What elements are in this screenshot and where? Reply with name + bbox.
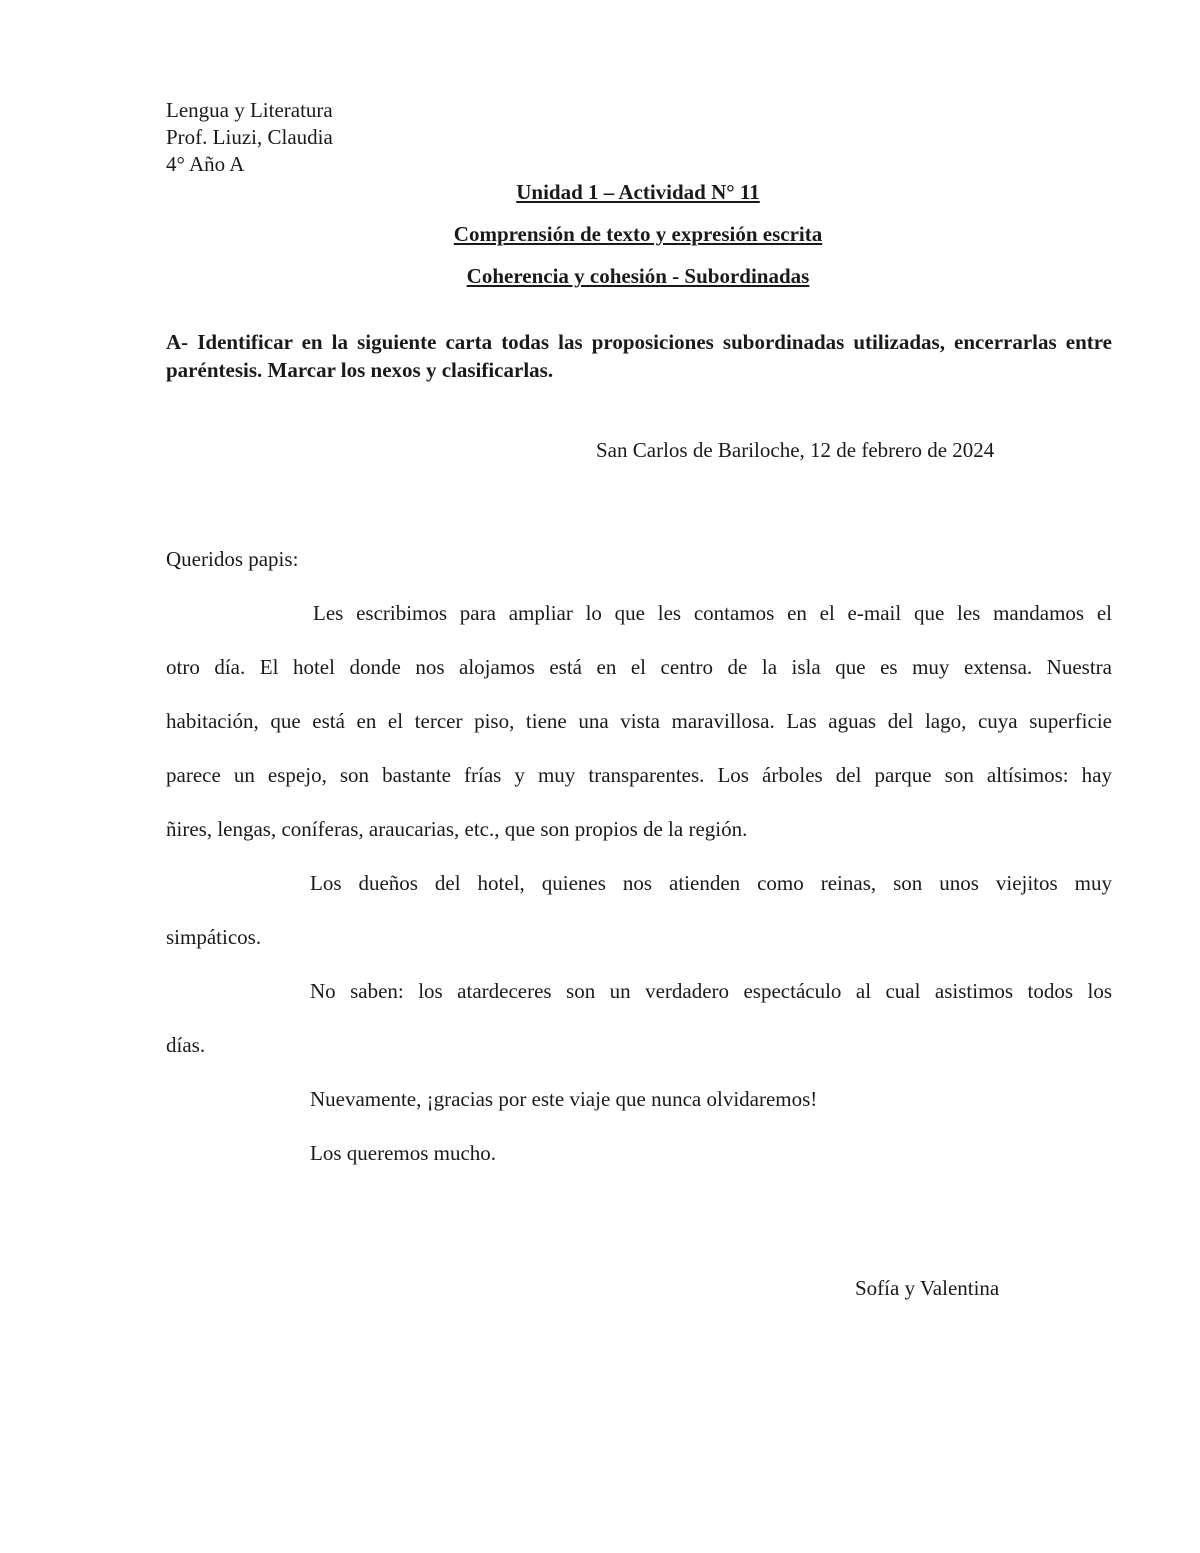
letter-line: simpáticos. (166, 925, 262, 949)
letter-line: Los queremos mucho. (310, 1141, 497, 1165)
subject-line: Lengua y Literatura (166, 98, 333, 122)
letter-line: ñires, lengas, coníferas, araucarias, etc., que son propios de la región. (166, 817, 748, 841)
topic-title: Comprensión de texto y expresión escrita (453, 222, 823, 246)
letter-line: otro día. El hotel donde nos alojamos está en el centro de la isla que es muy extensa. Nuestra (166, 655, 1112, 679)
subtopic-title: Coherencia y cohesión - Subordinadas (466, 264, 810, 288)
letter-line: parece un espejo, son bastante frías y muy transparentes. Los árboles del parque son altísimos: hay (166, 763, 1112, 787)
unit-title: Unidad 1 – Actividad N° 11 (516, 180, 760, 204)
letter-line: habitación, que está en el tercer piso, tiene una vista maravillosa. Las aguas del lago, cuya superficie (166, 709, 1112, 733)
instruction-text: A- Identificar en la siguiente carta todas las proposiciones subordinadas utilizadas, encerrarlas entre paréntesis. Marcar los nexos y clasificarlas. (166, 330, 1112, 382)
greeting: Queridos papis: (166, 547, 299, 571)
letter-line: Los dueños del hotel, quienes nos atienden como reinas, son unos viejitos muy (310, 871, 1112, 895)
letter-line: Les escribimos para ampliar lo que les contamos en el e-mail que les mandamos el (313, 601, 1112, 625)
course-line: 4° Año A (166, 152, 245, 176)
teacher-line: Prof. Liuzi, Claudia (166, 125, 333, 149)
letter-line: No saben: los atardeceres son un verdadero espectáculo al cual asistimos todos los (310, 979, 1112, 1003)
letter-line: Nuevamente, ¡gracias por este viaje que nunca olvidaremos! (310, 1087, 818, 1111)
signature: Sofía y Valentina (855, 1276, 1000, 1300)
place-date: San Carlos de Bariloche, 12 de febrero de 2024 (596, 438, 995, 462)
letter-line: días. (166, 1033, 206, 1057)
